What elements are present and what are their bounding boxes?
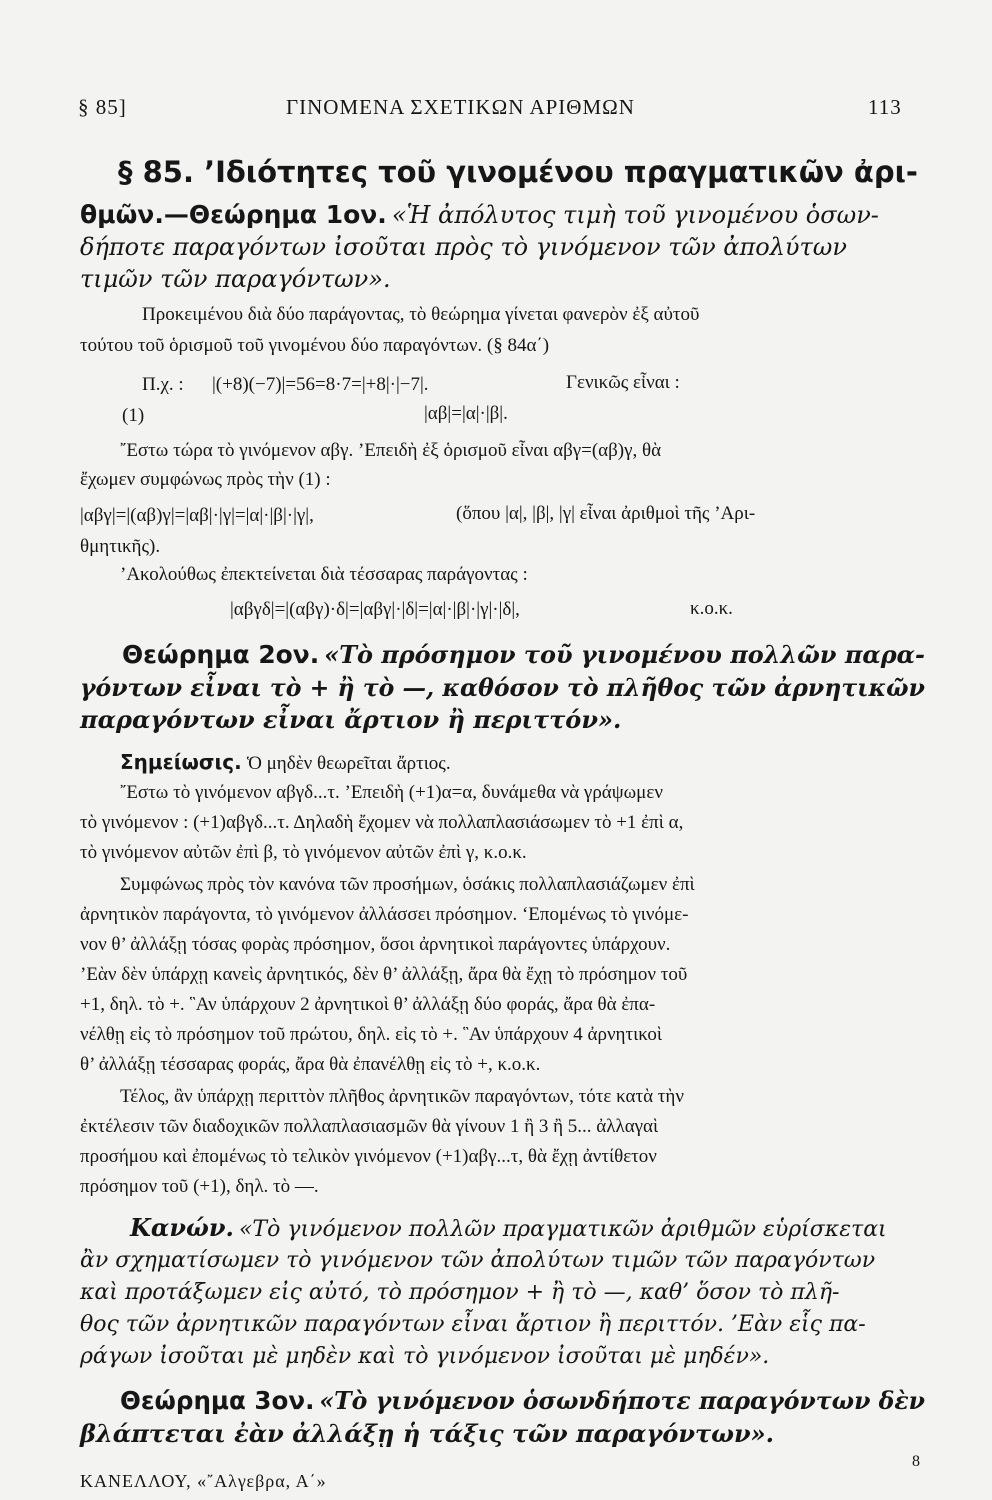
- rule-line: θος τῶν ἀρνητικῶν παραγόντων εἶναι ἄρτιον ἢ περιττόν. ’Εὰν εἷς πα-: [80, 1312, 866, 1337]
- section-heading: § 85. ’Ιδιότητες τοῦ γινομένου πραγματικῶν ἀρι-: [118, 155, 918, 189]
- formula-line: |αβγ|=|(αβ)γ|=|αβ|·|γ|=|α|·|β|·|γ|,: [80, 505, 314, 526]
- theorem2-quote-start: «Τὸ πρόσημον τοῦ γινομένου πολλῶν παρα-: [324, 640, 925, 669]
- note-text: Ὁ μηδὲν θεωρεῖται ἄρτιος.: [246, 753, 451, 774]
- theorem2-heading: [122, 640, 925, 670]
- paragraph-line: Τέλος, ἂν ὑπάρχῃ περιττὸν πλῆθος ἀρνητικῶν παραγόντων, τότε κατὰ τὴν: [120, 1086, 684, 1107]
- paragraph-line: +1, δηλ. τὸ +. ῝Αν ὑπάρχουν 2 ἀρνητικοὶ θ’ ἀλλάξῃ δύο φοράς, ἄρα θὰ ἐπα-: [80, 994, 656, 1015]
- signature-mark: 8: [912, 1453, 920, 1470]
- theorem3-heading: [120, 1386, 925, 1416]
- paragraph-line: νέλθῃ εἰς τὸ πρόσημον τοῦ πρώτου, δηλ. εἰς τὸ +. ῝Αν ὑπάρχουν 4 ἀρνητικοὶ: [80, 1024, 662, 1045]
- paragraph-line: τούτου τοῦ ὁρισμοῦ τοῦ γινομένου δύο παραγόντων. (§ 84α΄): [80, 335, 550, 356]
- equation-label: (1): [122, 405, 145, 426]
- paragraph-line: ’Εὰν δὲν ὑπάρχῃ κανεὶς ἀρνητικός, δὲν θ’ ἀλλάξῃ, ἄρα θὰ ἔχῃ τὸ πρόσημον τοῦ: [80, 964, 688, 985]
- theorem3-label: Θεώρημα 3ον.: [120, 1386, 315, 1415]
- header-page-number: 113: [868, 95, 902, 119]
- paragraph-line: Προκειμένου διὰ δύο παράγοντας, τὸ θεώρημα γίνεται φανερὸν ἐξ αὐτοῦ: [142, 304, 700, 325]
- rule-line: καὶ προτάξωμεν εἰς αὐτό, τὸ πρόσημον + ἢ τὸ —, καθ’ ὅσον τὸ πλῆ-: [80, 1280, 840, 1305]
- footer-book-title: ΚΑΝΕΛΛΟΥ, «῎Αλγεβρα, Α΄»: [80, 1471, 327, 1491]
- paragraph-line: ἀρνητικὸν παράγοντα, τὸ γινόμενον ἀλλάσσει πρόσημον. ‘Επομένως τὸ γινόμε-: [80, 904, 689, 925]
- paragraph-line: Συμφώνως πρὸς τὸν κανόνα τῶν προσήμων, ὁσάκις πολλαπλασιάζωμεν ἐπὶ: [120, 874, 695, 895]
- rule-label: Κανών.: [130, 1213, 234, 1242]
- paragraph-line: πρόσημον τοῦ (+1), δηλ. τὸ —.: [80, 1176, 319, 1197]
- example-formula: |(+8)(−7)|=56=8·7=|+8|·|−7|.: [212, 374, 429, 395]
- theorem1-quote-end: τιμῶν τῶν παραγόντων».: [80, 265, 391, 293]
- paragraph-line: ἐκτέλεσιν τῶν διαδοχικῶν πολλαπλασιασμῶν θὰ γίνουν 1 ἢ 3 ἢ 5... ἀλλαγαὶ: [80, 1116, 659, 1137]
- formula-line: |αβγδ|=|(αβγ)·δ|=|αβγ|·|δ|=|α|·|β|·|γ|·|δ|,: [230, 599, 520, 620]
- example-tail: Γενικῶς εἶναι :: [566, 372, 680, 393]
- example-label: Π.χ. :: [142, 374, 184, 395]
- rule-heading: [130, 1214, 887, 1243]
- paragraph-line: τὸ γινόμενον : (+1)αβγδ...τ. Δηλαδὴ ἔχομεν νὰ πολλαπλασιάσωμεν τὸ +1 ἐπὶ α,: [80, 812, 684, 833]
- paragraph-line: κ.ο.κ.: [690, 598, 733, 619]
- paragraph-line: ’Ακολούθως ἐπεκτείνεται διὰ τέσσαρας παράγοντας :: [120, 564, 528, 585]
- theorem1-heading: [80, 200, 879, 230]
- rule-line: «Τὸ γινόμενον πολλῶν πραγματικῶν ἀριθμῶν εὑρίσκεται: [238, 1217, 887, 1242]
- paragraph-line: θμητικῆς).: [80, 536, 161, 557]
- paragraph-line: προσήμου καὶ ἐπομένως τὸ τελικὸν γινόμενον (+1)αβγ...τ, θὰ ἔχῃ ἀντίθετον: [80, 1146, 657, 1167]
- theorem2-quote-line: γόντων εἶναι τὸ + ἢ τὸ —, καθόσον τὸ πλῆθος τῶν ἀρνητικῶν: [80, 673, 925, 702]
- paragraph-line: θ’ ἀλλάξῃ τέσσαρας φοράς, ἄρα θὰ ἐπανέλθῃ εἰς τὸ +, κ.ο.κ.: [80, 1054, 541, 1075]
- header-title: ΓΙΝΟΜΕΝΑ ΣΧΕΤΙΚΩΝ ΑΡΙΘΜΩΝ: [286, 95, 635, 119]
- theorem1-label: θμῶν.—Θεώρημα 1ον.: [80, 200, 387, 229]
- theorem1-quote-line: δήποτε παραγόντων ἰσοῦται πρὸς τὸ γινόμενον τῶν ἀπολύτων: [80, 233, 847, 261]
- paragraph-line: ἔχωμεν συμφώνως πρὸς τὴν (1) :: [80, 469, 331, 490]
- paragraph-line: τὸ γινόμενον αὐτῶν ἐπὶ β, τὸ γινόμενον αὐτῶν ἐπὶ γ, κ.ο.κ.: [80, 842, 527, 863]
- theorem2-quote-end: παραγόντων εἶναι ἄρτιον ἢ περιττόν».: [80, 705, 622, 734]
- theorem3-quote-end: βλάπτεται ἐὰν ἀλλάξῃ ἡ τάξις τῶν παραγόντων».: [80, 1419, 775, 1448]
- paragraph-line: ῎Εστω τὸ γινόμενον αβγδ...τ. ’Επειδὴ (+1)α=α, δυνάμεθα νὰ γράψωμεν: [120, 782, 663, 803]
- rule-line: ράγων ἰσοῦται μὲ μηδὲν καὶ τὸ γινόμενον ἰσοῦται μὲ μηδέν».: [80, 1344, 770, 1369]
- equation-formula: |αβ|=|α|·|β|.: [424, 403, 508, 424]
- note-label: Σημείωσις.: [120, 750, 242, 774]
- paragraph-line: (ὅπου |α|, |β|, |γ| εἶναι ἀριθμοὶ τῆς ’Αρι-: [456, 503, 756, 524]
- theorem3-quote-start: «Τὸ γινόμενον ὁσωνδήποτε παραγόντων δὲν: [319, 1386, 926, 1415]
- paragraph-line: ῎Εστω τώρα τὸ γινόμενον αβγ. ’Επειδὴ ἐξ ὁρισμοῦ εἶναι αβγ=(αβ)γ, θὰ: [120, 440, 662, 461]
- rule-line: ἂν σχηματίσωμεν τὸ γινόμενον τῶν ἀπολύτων τιμῶν τῶν παραγόντων: [80, 1248, 876, 1273]
- paragraph-line: νον θ’ ἀλλάξῃ τόσας φορὰς πρόσημον, ὅσοι ἀρνητικοὶ παράγοντες ὑπάρχουν.: [80, 934, 671, 955]
- theorem1-quote-start: «Ἡ ἀπόλυτος τιμὴ τοῦ γινομένου ὁσων-: [391, 201, 879, 229]
- note: [120, 750, 451, 776]
- theorem2-label: Θεώρημα 2ον.: [122, 640, 320, 669]
- header-section-ref: § 85]: [78, 95, 127, 119]
